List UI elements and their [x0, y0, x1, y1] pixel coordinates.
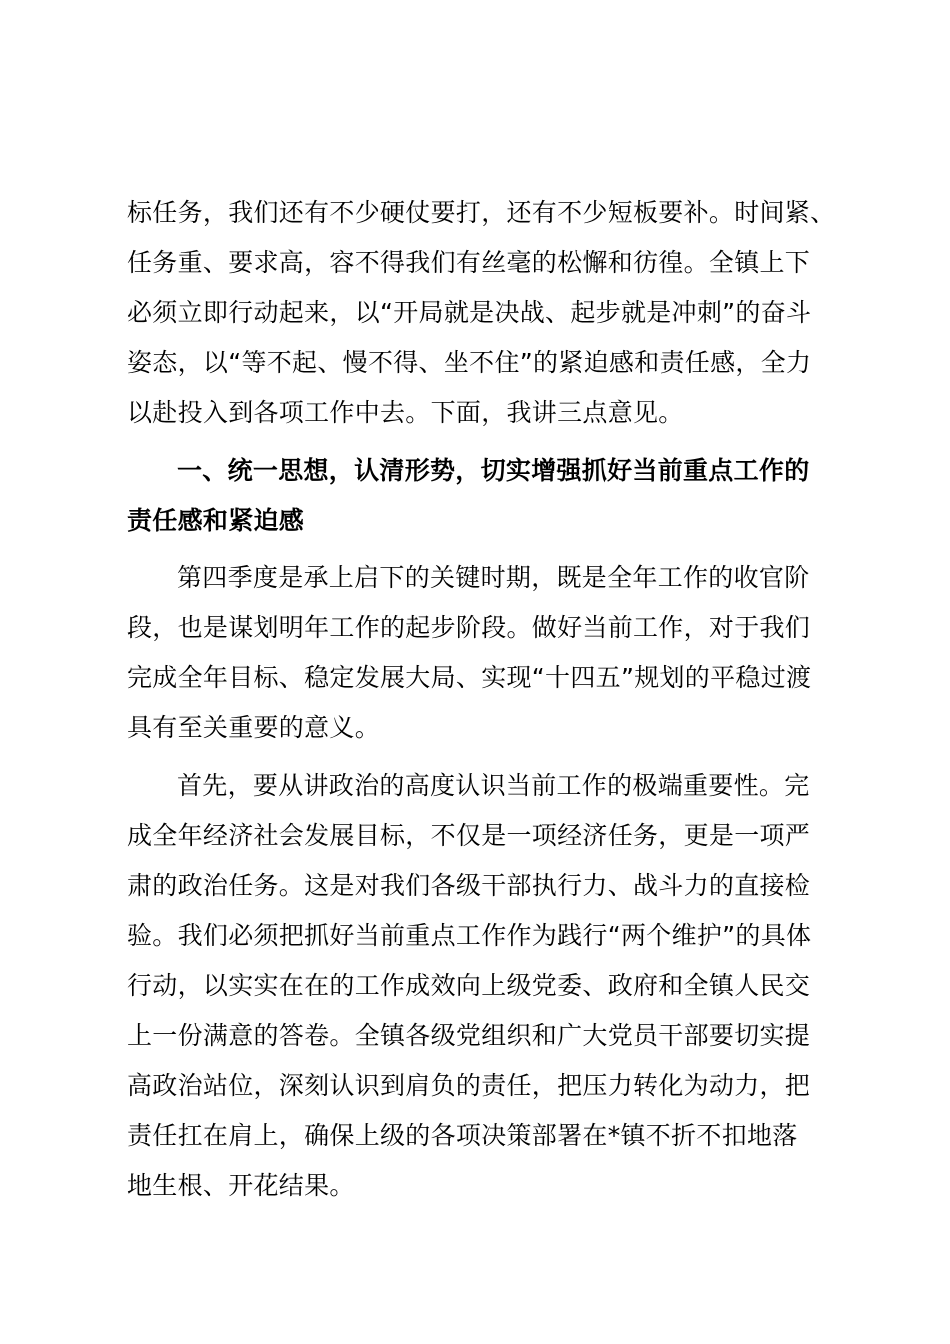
paragraph-line: 上一份满意的答卷。全镇各级党组织和广大党员干部要切实提	[127, 1021, 811, 1050]
paragraph-line: 标任务，我们还有不少硬仗要打，还有不少短板要补。时间紧、	[127, 198, 836, 227]
paragraph-line: 第四季度是承上启下的关键时期，既是全年工作的收官阶	[177, 563, 810, 592]
paragraph-line: 成全年经济社会发展目标，不仅是一项经济任务，更是一项严	[127, 821, 811, 850]
paragraph-line: 肃的政治任务。这是对我们各级干部执行力、战斗力的直接检	[127, 871, 811, 900]
paragraph-line: 验。我们必须把抓好当前重点工作作为践行“两个维护”的具体	[127, 921, 812, 950]
paragraph-line: 行动，以实实在在的工作成效向上级党委、政府和全镇人民交	[127, 971, 811, 1000]
section-heading: 一、统一思想，认清形势，切实增强抓好当前重点工作的	[177, 456, 810, 485]
paragraph-line: 具有至关重要的意义。	[127, 713, 381, 742]
paragraph-line: 责任扛在肩上，确保上级的各项决策部署在*镇不折不扣地落	[127, 1121, 798, 1150]
paragraph-line: 必须立即行动起来，以“开局就是决战、起步就是冲刺”的奋斗	[127, 298, 812, 327]
paragraph-line: 高政治站位，深刻认识到肩负的责任，把压力转化为动力，把	[127, 1071, 811, 1100]
paragraph-line: 地生根、开花结果。	[127, 1171, 355, 1200]
paragraph-line: 段，也是谋划明年工作的起步阶段。做好当前工作，对于我们	[127, 613, 811, 642]
paragraph-line: 姿态，以“等不起、慢不得、坐不住”的紧迫感和责任感，全力	[127, 348, 812, 377]
paragraph-line: 首先，要从讲政治的高度认识当前工作的极端重要性。完	[177, 771, 810, 800]
paragraph-line: 完成全年目标、稳定发展大局、实现“十四五”规划的平稳过渡	[127, 663, 812, 692]
section-heading: 责任感和紧迫感	[127, 506, 305, 535]
paragraph-line: 以赴投入到各项工作中去。下面，我讲三点意见。	[127, 398, 684, 427]
paragraph-line: 任务重、要求高，容不得我们有丝毫的松懈和彷徨。全镇上下	[127, 248, 811, 277]
